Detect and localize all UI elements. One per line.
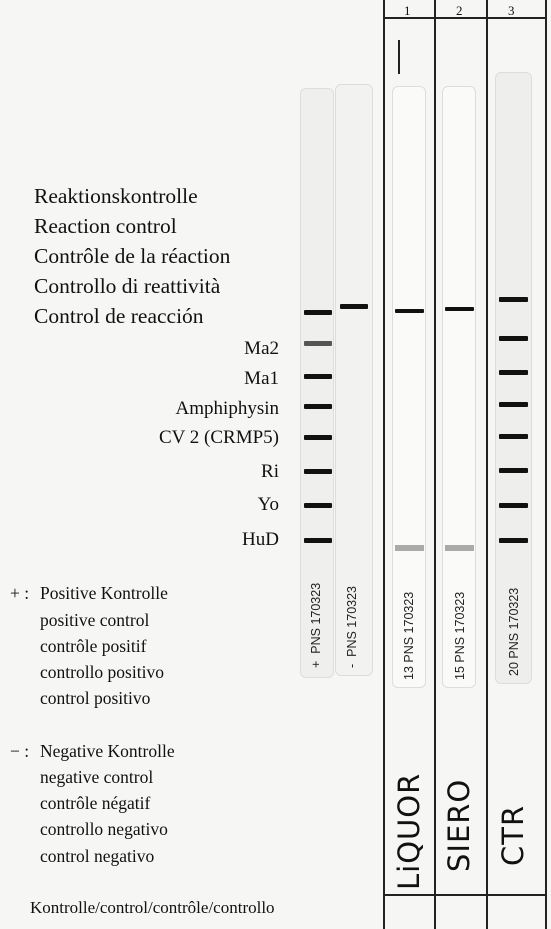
band-cv2 (499, 434, 528, 439)
antigen-label-ma2: Ma2 (244, 338, 279, 359)
legend-line: controllo negativo (40, 819, 168, 839)
legend-line: control negativo (40, 846, 155, 866)
reaction-control-label: Reaktionskontrolle (34, 184, 198, 208)
strip-code-negative: - PNS 170323 (345, 585, 359, 668)
lane-divider (486, 0, 488, 929)
lane-divider (545, 0, 547, 929)
band-reaction-control (395, 309, 424, 313)
legend-line: controllo positivo (40, 662, 164, 682)
reaction-control-label: Controllo di reattività (34, 274, 221, 298)
lane-number: 3 (508, 3, 515, 18)
legend-line: contrôle positif (40, 636, 147, 656)
antigen-label-cv2: CV 2 (CRMP5) (158, 427, 279, 448)
antigen-label-hud: HuD (242, 529, 279, 550)
band-ma2 (499, 336, 528, 341)
strip-code: 15 PNS 170323 (453, 591, 467, 680)
band-ma1 (499, 370, 528, 375)
antigen-label-ri: Ri (261, 461, 279, 482)
strip-code-positive: + PNS 170323 (309, 582, 323, 668)
antigen-label-ma1: Ma1 (244, 368, 279, 389)
antigen-label-yo: Yo (257, 494, 279, 515)
lane-number: 2 (456, 3, 463, 18)
legend-line: contrôle négatif (40, 793, 151, 813)
reaction-control-label: Control de reacción (34, 304, 204, 328)
band-yo (499, 503, 528, 508)
antigen-label-amphiphysin: Amphiphysin (175, 398, 279, 419)
band-reaction-control (340, 304, 368, 309)
legend-line: control positivo (40, 688, 151, 708)
lane-divider (434, 0, 436, 929)
handwritten-label: LiQUOR (392, 772, 426, 890)
reaction-control-label: Contrôle de la réaction (34, 244, 231, 268)
strip-code: 20 PNS 170323 (507, 587, 521, 676)
band-amphiphysin (304, 404, 332, 409)
band-hud (499, 538, 528, 543)
band-reaction-control (445, 307, 474, 311)
band-reaction-control (304, 310, 332, 315)
band-ri (499, 468, 528, 473)
legend-line: positive control (40, 610, 150, 630)
bottom-rule (383, 894, 547, 896)
legend-line: Positive Kontrolle (40, 583, 168, 603)
strip-boundary (445, 545, 474, 551)
band-cv2 (304, 435, 332, 440)
legend-line: negative control (40, 767, 154, 787)
band-hud (304, 538, 332, 543)
pen-mark (398, 40, 400, 74)
lane-number: 1 (404, 3, 411, 18)
band-ri (304, 469, 332, 474)
footer-label: Kontrolle/control/contrôle/controllo (30, 898, 275, 917)
strip-code: 13 PNS 170323 (402, 591, 416, 680)
band-ma1 (304, 374, 332, 379)
reaction-control-label: Reaction control (34, 214, 177, 238)
band-reaction-control (499, 297, 528, 302)
positive-legend-symbol: + : (10, 583, 30, 603)
band-yo (304, 503, 332, 508)
lane-divider (383, 0, 385, 929)
handwritten-label: SIERO (442, 778, 476, 872)
negative-legend-symbol: − : (10, 741, 30, 761)
strip-boundary (395, 545, 424, 551)
band-ma2 (304, 341, 332, 346)
handwritten-label: CTR (496, 804, 530, 866)
legend-line: Negative Kontrolle (40, 741, 175, 761)
band-amphiphysin (499, 402, 528, 407)
